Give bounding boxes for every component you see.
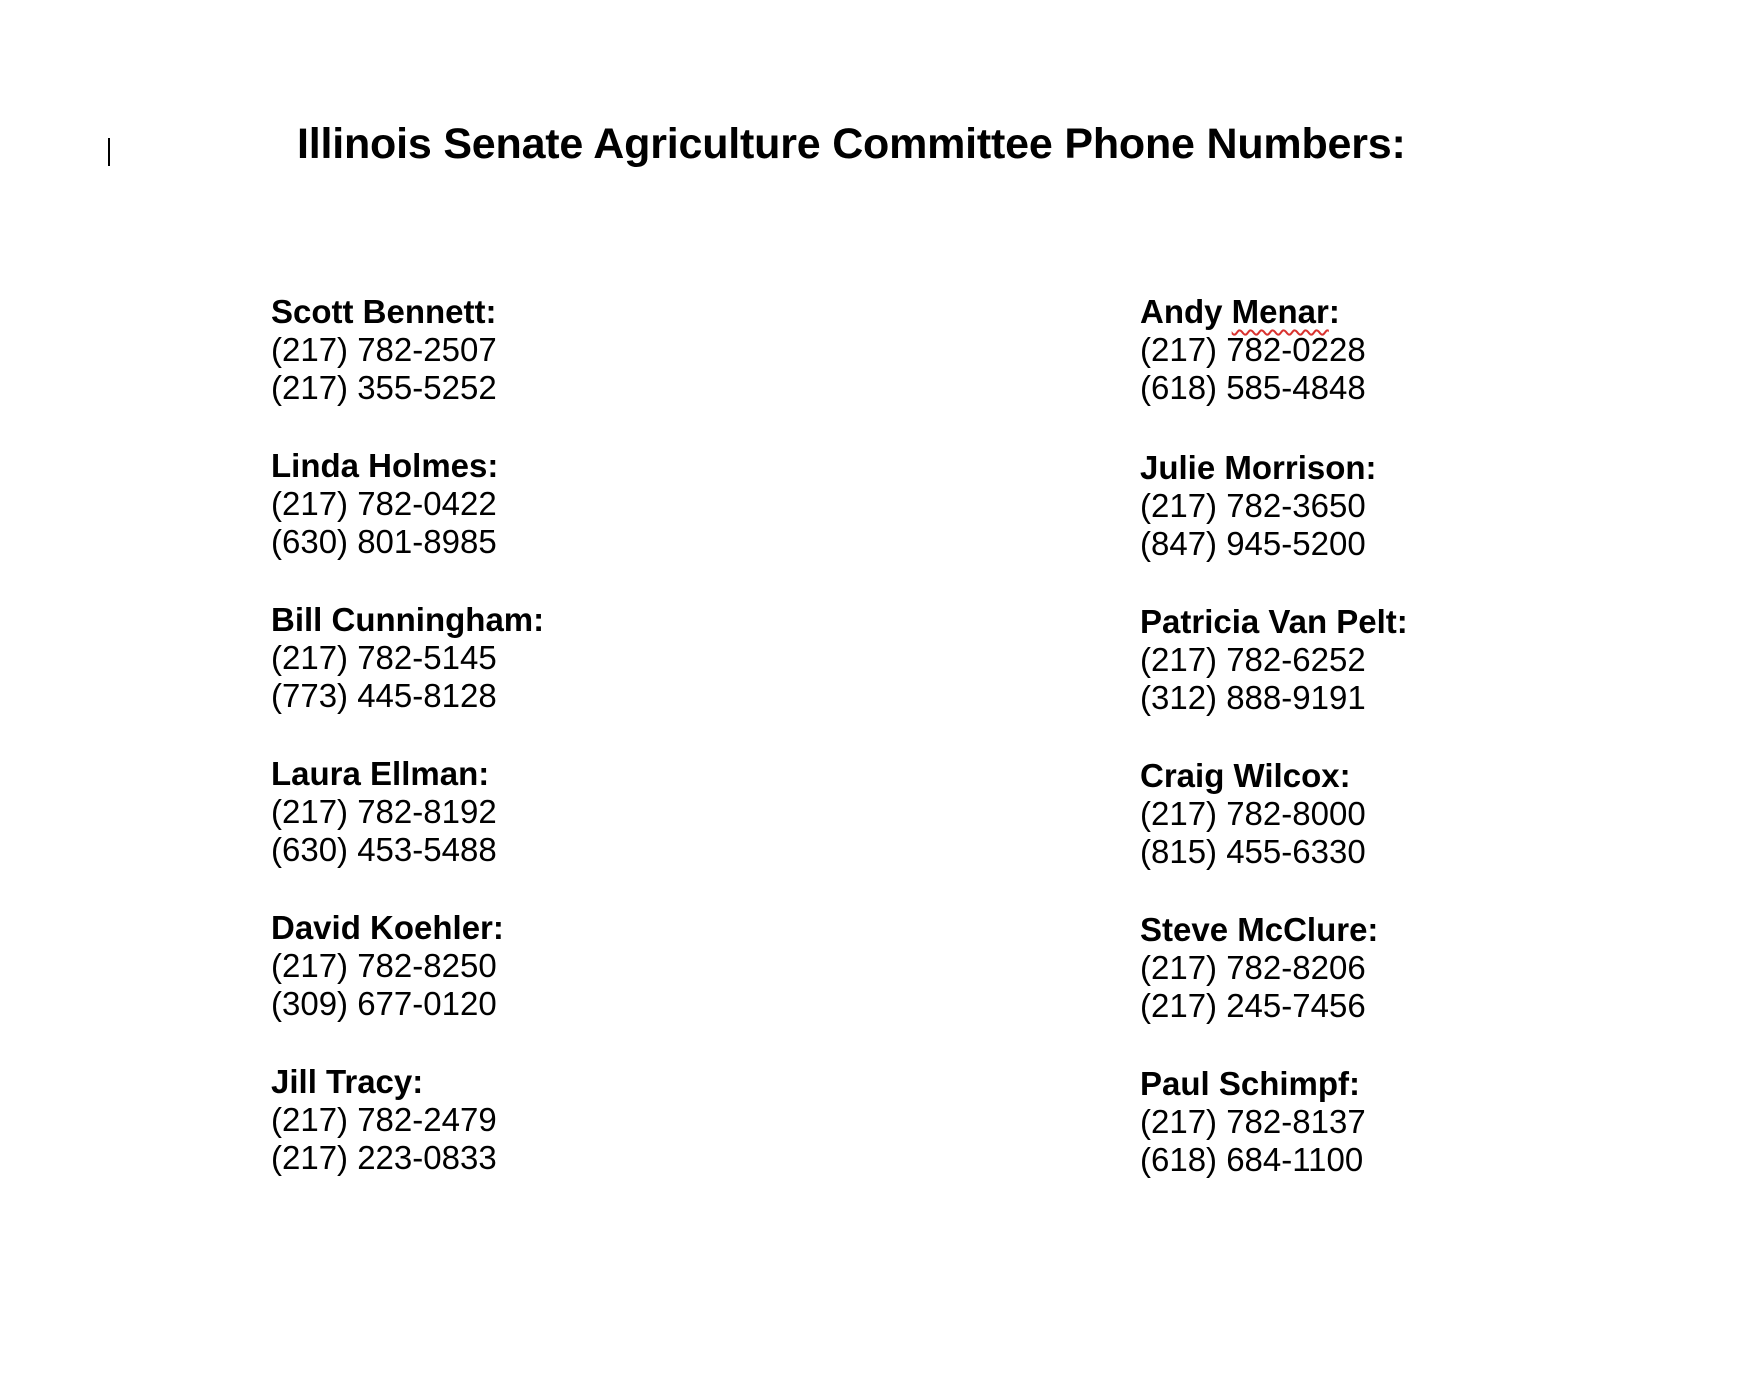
contact-entry	[1140, 603, 1408, 757]
phone-number: (618) 684-1100	[1140, 1141, 1364, 1178]
phone-number: (309) 677-0120	[271, 985, 497, 1022]
senator-name: Laura Ellman:	[271, 755, 490, 792]
senator-name: David Koehler:	[271, 909, 504, 946]
contact-entry	[1140, 293, 1408, 447]
phone-number: (217) 782-8137	[1140, 1103, 1366, 1140]
phone-number: (618) 585-4848	[1140, 369, 1366, 406]
phone-number: (217) 782-2507	[271, 331, 497, 368]
phone-number: (217) 782-8250	[271, 947, 497, 984]
senator-name: Julie Morrison:	[1140, 449, 1377, 486]
senator-name: Linda Holmes:	[271, 447, 499, 484]
contact-entry	[271, 909, 544, 1063]
phone-number: (630) 801-8985	[271, 523, 497, 560]
text-cursor	[108, 138, 110, 166]
name-first-part: Andy	[1140, 293, 1232, 330]
page-title: Illinois Senate Agriculture Committee Phone Numbers:	[297, 120, 1406, 168]
contact-entry	[1140, 757, 1408, 911]
senator-name: Bill Cunningham:	[271, 601, 545, 638]
contact-entry	[271, 293, 544, 447]
phone-number: (217) 223-0833	[271, 1139, 497, 1176]
senator-name: Jill Tracy:	[271, 1063, 424, 1100]
phone-number: (217) 782-0422	[271, 485, 497, 522]
contact-entry	[271, 755, 544, 909]
phone-number: (217) 782-2479	[271, 1101, 497, 1138]
phone-number: (217) 782-8192	[271, 793, 497, 830]
senator-name: Patricia Van Pelt:	[1140, 603, 1408, 640]
phone-number: (847) 945-5200	[1140, 525, 1366, 562]
contact-entry	[271, 1063, 544, 1217]
senator-name: Steve McClure:	[1140, 911, 1379, 948]
phone-number: (217) 782-5145	[271, 639, 497, 676]
phone-number: (217) 782-0228	[1140, 331, 1366, 368]
phone-number: (815) 455-6330	[1140, 833, 1366, 870]
left-contact-column	[271, 293, 544, 1217]
senator-name	[1140, 293, 1408, 331]
phone-number: (773) 445-8128	[271, 677, 497, 714]
phone-number: (630) 453-5488	[271, 831, 497, 868]
senator-name: Scott Bennett:	[271, 293, 497, 330]
contact-entry	[1140, 1065, 1408, 1219]
right-contact-column	[1140, 293, 1408, 1219]
contact-entry	[271, 601, 544, 755]
contact-entry	[1140, 911, 1408, 1065]
phone-number: (217) 782-3650	[1140, 487, 1366, 524]
spellcheck-flagged-word[interactable]: Menar	[1231, 293, 1329, 330]
senator-name: Paul Schimpf:	[1140, 1065, 1361, 1102]
contact-entry	[1140, 449, 1408, 603]
phone-number: (312) 888-9191	[1140, 679, 1366, 716]
contact-entry	[271, 447, 544, 601]
phone-number: (217) 782-8000	[1140, 795, 1366, 832]
name-suffix: :	[1328, 293, 1340, 330]
phone-number: (217) 782-6252	[1140, 641, 1366, 678]
phone-number: (217) 782-8206	[1140, 949, 1366, 986]
phone-number: (217) 245-7456	[1140, 987, 1366, 1024]
phone-number: (217) 355-5252	[271, 369, 497, 406]
senator-name: Craig Wilcox:	[1140, 757, 1351, 794]
